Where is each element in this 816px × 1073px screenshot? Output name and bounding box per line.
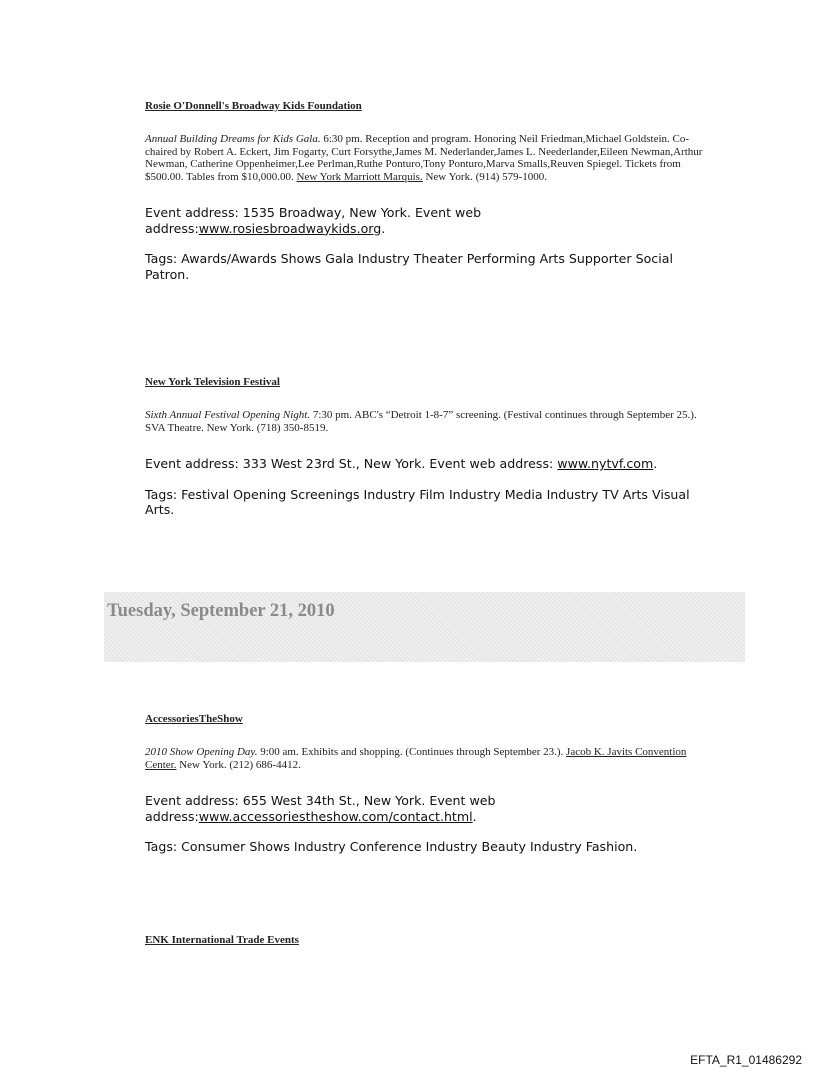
- address-text: Event address: 1535 Broadway, New York. Event web address:: [145, 205, 482, 236]
- address-suffix: .: [653, 456, 658, 472]
- organization-name: Rosie O'Donnell's Broadway Kids Foundation: [145, 100, 362, 112]
- address-suffix: .: [472, 808, 477, 824]
- address-text: Event address: 655 West 34th St., New York. Event web address:: [145, 793, 496, 824]
- event-tags: Tags: Consumer Shows Industry Conference Industry Beauty Industry Fashion.: [145, 839, 638, 855]
- event-details: 7:30 pm. ABC's “Detroit 1-8-7” screening. (Festival continues through September 25.). SVA Theatre. New York. (718) 350-8519.: [145, 409, 697, 434]
- event-title: Annual Building Dreams for Kids Gala.: [145, 133, 321, 145]
- event-title: Sixth Annual Festival Opening Night.: [145, 409, 311, 421]
- event-address: [145, 793, 705, 824]
- event-details: 6:30 pm. Reception and program. Honoring Neil Friedman,Michael Goldstein. Co-chaired by Robert A. Eckert, Jim Fogarty, Curt Forsythe,James M. Nederlander,James L. Neederlander,Eileen Newman,Arthur Newman, Catherine Oppenheimer,Lee Perlman,Ruthe Ponturo,Tony Ponturo,Marva Smalls,Reuven Spiegel. Tickets from $500.00. Tables from $10,000.00.: [145, 133, 703, 183]
- event-block: [145, 100, 705, 282]
- date-heading-banner: [104, 592, 745, 662]
- event-title: 2010 Show Opening Day.: [145, 746, 258, 758]
- event-details: 9:00 am. Exhibits and shopping. (Continues through September 23.).: [257, 746, 567, 758]
- organization-name: New York Television Festival: [145, 376, 280, 388]
- organization-name: AccessoriesTheShow: [145, 713, 243, 725]
- event-block: [145, 376, 705, 518]
- event-tags: Tags: Awards/Awards Shows Gala Industry Theater Performing Arts Supporter Social Patron.: [145, 251, 673, 282]
- address-suffix: .: [381, 220, 386, 236]
- event-address: [145, 456, 705, 472]
- event-contact: New York. (914) 579-1000.: [422, 170, 548, 183]
- event-web-link[interactable]: www.rosiesbroadwaykids.org: [198, 220, 382, 236]
- event-address: [145, 205, 705, 236]
- event-block: [145, 934, 705, 946]
- venue-link[interactable]: New York Marriott Marquis.: [296, 170, 423, 183]
- event-description: [145, 746, 705, 771]
- event-web-link[interactable]: www.nytvf.com: [557, 456, 654, 472]
- date-heading: Tuesday, September 21, 2010: [107, 601, 335, 621]
- address-text: Event address: 333 West 23rd St., New York. Event web address:: [145, 456, 558, 472]
- document-id: EFTA_R1_01486292: [690, 1053, 802, 1067]
- organization-name: ENK International Trade Events: [145, 934, 299, 946]
- venue-link[interactable]: Jacob K. Javits Convention Center.: [145, 746, 687, 771]
- event-web-link[interactable]: www.accessoriestheshow.com/contact.html: [198, 808, 473, 824]
- event-description: [145, 133, 705, 183]
- event-tags: Tags: Festival Opening Screenings Industry Film Industry Media Industry TV Arts Visual Arts.: [145, 486, 690, 518]
- event-block: [145, 713, 705, 855]
- event-contact: New York. (212) 686-4412.: [176, 758, 301, 771]
- event-description: [145, 409, 705, 434]
